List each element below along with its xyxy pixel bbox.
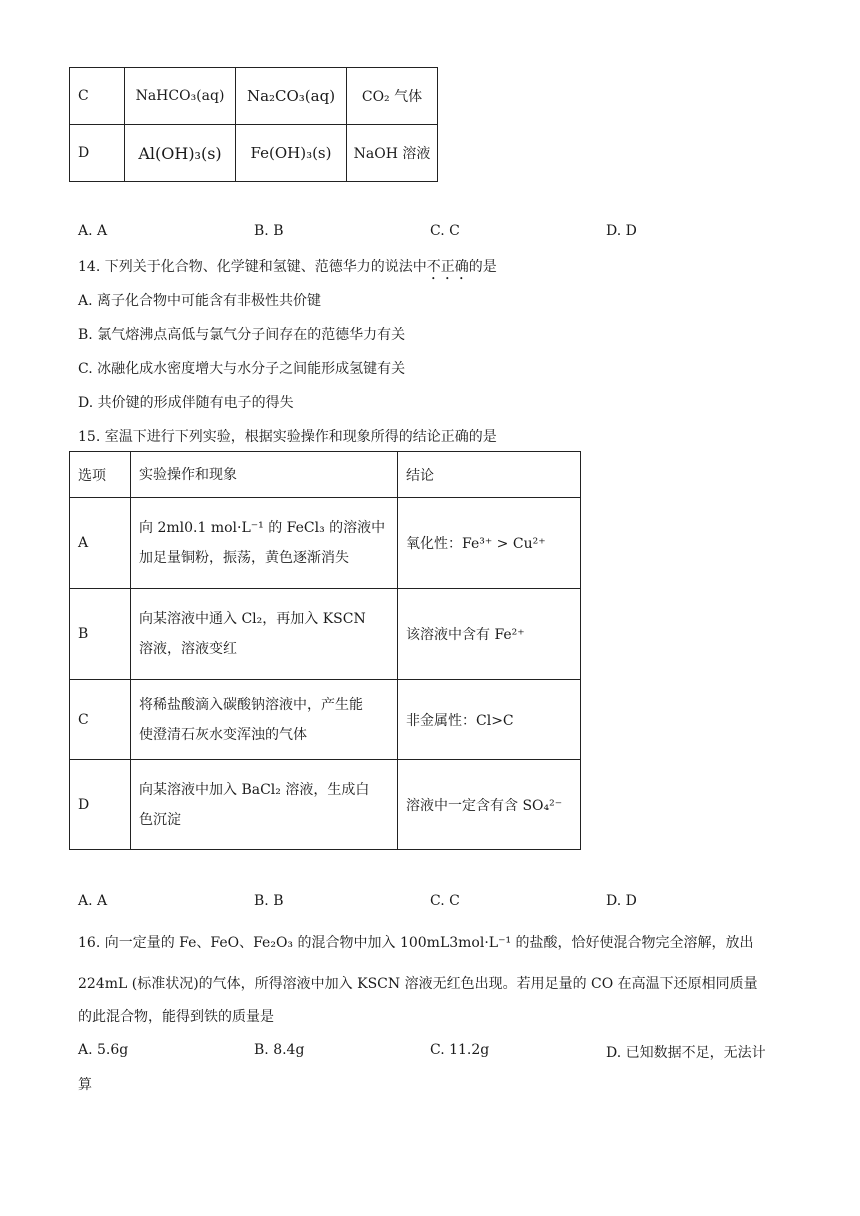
- q15-stem: 15. 室温下进行下列实验，根据实验操作和现象所得的结论正确的是: [78, 429, 497, 445]
- header-operation: 实验操作和现象: [131, 452, 398, 498]
- option-b[interactable]: B. B: [254, 893, 284, 909]
- row-label: D: [70, 125, 125, 182]
- operation-line: 将稀盐酸滴入碳酸钠溶液中，产生能: [139, 696, 363, 713]
- option-c[interactable]: C. C: [430, 223, 460, 239]
- q16-stem-line3: 的此混合物，能得到铁的质量是: [78, 1009, 274, 1025]
- row-label: C: [70, 680, 131, 760]
- table-row: [70, 498, 581, 589]
- q14-stem-end: 的是: [468, 259, 497, 275]
- conclusion-cell: 该溶液中含有 Fe²⁺: [398, 589, 581, 680]
- operation-line: 加足量铜粉，振荡，黄色逐渐消失: [139, 550, 349, 566]
- table-row: [70, 68, 438, 125]
- q16-stem-line2: 224mL (标准状况)的气体，所得溶液中加入 KSCN 溶液无红色出现。若用足量的 CO 在高温下还原相同质量: [78, 976, 758, 992]
- operation-cell: [131, 760, 398, 850]
- substance-b: Na₂CO₃(aq): [236, 68, 347, 125]
- row-label: D: [70, 760, 131, 850]
- row-label: A: [70, 498, 131, 589]
- substance-a: NaHCO₃(aq): [125, 68, 236, 125]
- table-row: [70, 589, 581, 680]
- operation-line: 溶液，溶液变红: [139, 641, 237, 657]
- row-label: B: [70, 589, 131, 680]
- option-d[interactable]: D. 已知数据不足，无法计: [606, 1045, 766, 1061]
- operation-line: 色沉淀: [139, 811, 181, 828]
- table-row: [70, 680, 581, 760]
- option-b[interactable]: B. B: [254, 223, 284, 239]
- reagent: NaOH 溶液: [347, 125, 438, 182]
- conclusion-cell: 非金属性：Cl>C: [398, 680, 581, 760]
- option-a[interactable]: A. A: [78, 223, 108, 239]
- table-row: [70, 760, 581, 850]
- conclusion-cell: 氧化性：Fe³⁺ > Cu²⁺: [398, 498, 581, 589]
- q14-option-b[interactable]: B. 氯气熔沸点高低与氯气分子间存在的范德华力有关: [78, 327, 406, 343]
- operation-line: 使澄清石灰水变浑浊的气体: [139, 726, 307, 743]
- q14-option-c[interactable]: C. 冰融化成水密度增大与水分子之间能形成氢键有关: [78, 361, 406, 377]
- operation-line: 向 2ml0.1 mol·L⁻¹ 的 FeCl₃ 的溶液中: [139, 520, 386, 536]
- option-d[interactable]: D. D: [606, 223, 637, 239]
- substance-a: Al(OH)₃(s): [125, 125, 236, 182]
- table-row: [70, 125, 438, 182]
- substance-b: Fe(OH)₃(s): [236, 125, 347, 182]
- header-conclusion: 结论: [398, 452, 581, 498]
- q16-stem-line1: 16. 向一定量的 Fe、FeO、Fe₂O₃ 的混合物中加入 100mL3mol·L⁻¹ 的盐酸，恰好使混合物完全溶解，放出: [78, 935, 754, 951]
- operation-cell: [131, 680, 398, 760]
- option-a[interactable]: A. 5.6g: [78, 1042, 129, 1058]
- header-option: 选项: [70, 452, 131, 498]
- q14-option-a[interactable]: A. 离子化合物中可能含有非极性共价键: [78, 293, 322, 309]
- row-label: C: [70, 68, 125, 125]
- q13-table: [69, 67, 438, 182]
- operation-line: 向某溶液中加入 BaCl₂ 溶液，生成白: [139, 781, 370, 798]
- q14-option-d[interactable]: D. 共价键的形成伴随有电子的得失: [78, 395, 294, 411]
- q14-emphasis: 不正确: [426, 259, 469, 275]
- conclusion-cell: 溶液中一定含有含 SO₄²⁻: [398, 760, 581, 850]
- operation-cell: [131, 589, 398, 680]
- operation-cell: [131, 498, 398, 589]
- reagent: CO₂ 气体: [347, 68, 438, 125]
- option-d-continuation: 算: [78, 1077, 92, 1093]
- operation-line: 向某溶液中通入 Cl₂，再加入 KSCN: [139, 611, 366, 627]
- option-b[interactable]: B. 8.4g: [254, 1042, 305, 1058]
- table-header-row: [70, 452, 581, 498]
- option-d[interactable]: D. D: [606, 893, 637, 909]
- q15-table: [69, 451, 581, 850]
- option-a[interactable]: A. A: [78, 893, 108, 909]
- option-c[interactable]: C. 11.2g: [430, 1042, 490, 1058]
- q14-stem-text: 14. 下列关于化合物、化学键和氢键、范德华力的说法中: [78, 259, 427, 275]
- option-c[interactable]: C. C: [430, 893, 460, 909]
- q14-stem: [78, 256, 497, 283]
